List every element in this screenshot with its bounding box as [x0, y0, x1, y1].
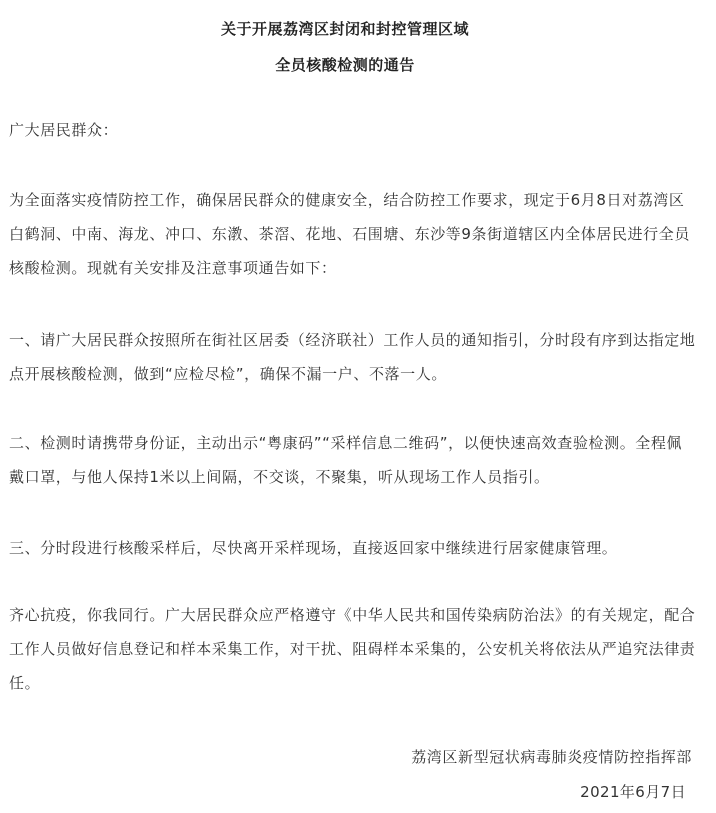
item-two-paragraph: 二、检测时请携带身份证，主动出示“粤康码”“采样信息二维码”，以便快速高效查验检测。全程佩戴口罩，与他人保持1米以上间隔，不交谈，不聚集，听从现场工作人员指引。: [9, 434, 683, 486]
issue-date: 2021年6月7日: [580, 783, 686, 801]
notice-title-line2: 全员核酸检测的通告: [275, 56, 415, 74]
notice-title-line1: 关于开展荔湾区封闭和封控管理区域: [220, 20, 469, 38]
item-three-paragraph: 三、分时段进行核酸采样后，尽快离开采样现场，直接返回家中继续进行居家健康管理。: [9, 539, 618, 557]
closing-paragraph: 齐心抗疫，你我同行。广大居民群众应严格遵守《中华人民共和国传染病防治法》的有关规定，配合工作人员做好信息登记和样本采集工作，对干扰、阻碍样本采集的，公安机关将依法从严追究法律责任。: [9, 606, 696, 692]
issuer-signature: 荔湾区新型冠状病毒肺炎疫情防控指挥部: [411, 748, 692, 766]
intro-paragraph: 为全面落实疫情防控工作，确保居民群众的健康安全，结合防控工作要求，现定于6月8日对荔湾区白鹤洞、中南、海龙、冲口、东漖、茶滘、花地、石围塘、东沙等9条街道辖区内全体居民进行全员核酸检测。现就有关安排及注意事项通告如下：: [9, 191, 690, 277]
salutation: 广大居民群众：: [9, 121, 119, 139]
item-one-paragraph: 一、请广大居民群众按照所在街社区居委（经济联社）工作人员的通知指引，分时段有序到达指定地点开展核酸检测，做到“应检尽检”，确保不漏一户、不落一人。: [9, 331, 696, 383]
